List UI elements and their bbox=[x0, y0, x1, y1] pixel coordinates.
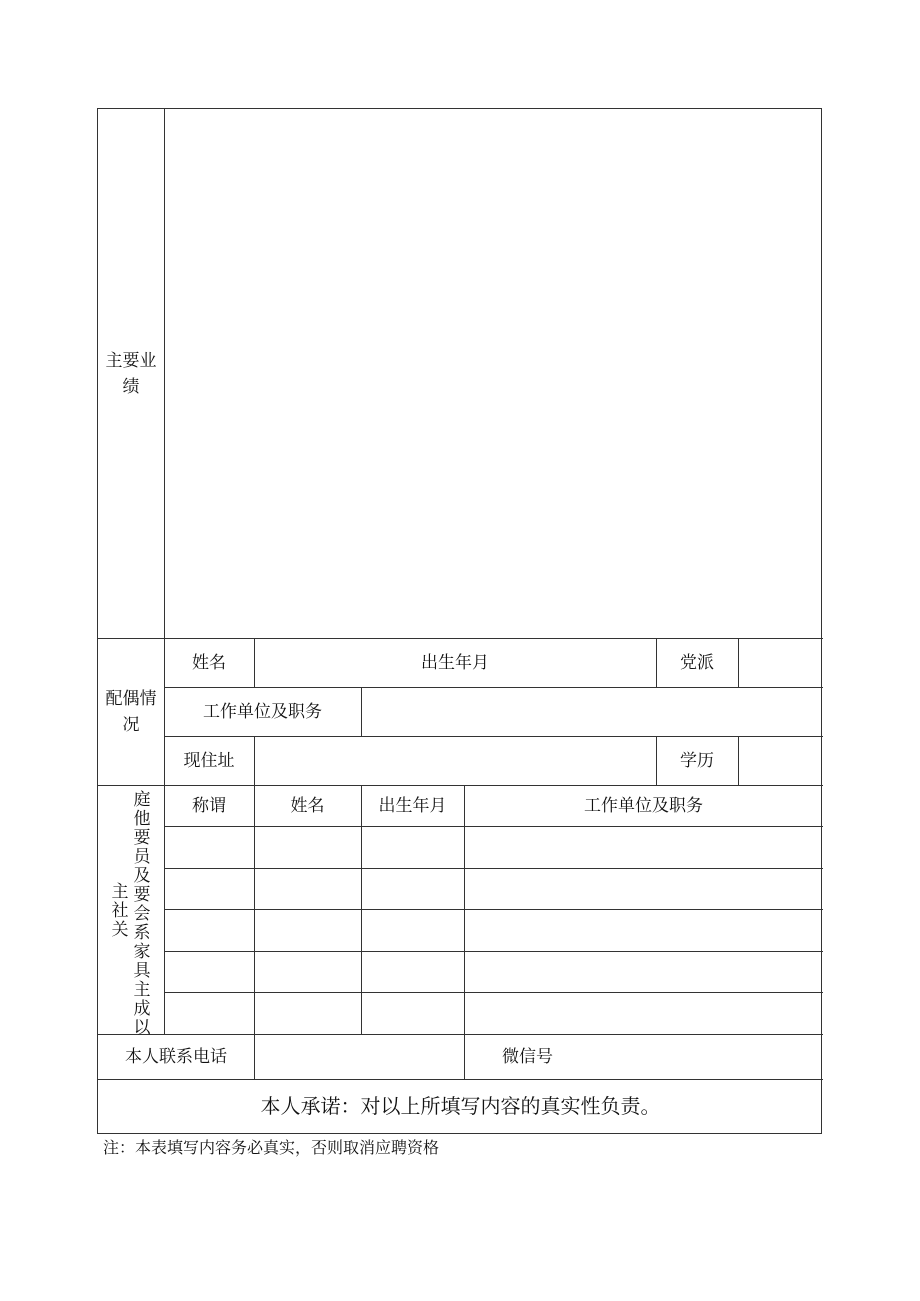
family-label-char: 社 bbox=[111, 901, 129, 921]
spouse-education-label: 学历 bbox=[680, 750, 714, 771]
family-cell[interactable] bbox=[164, 951, 254, 992]
family-cell[interactable] bbox=[361, 868, 464, 909]
spouse-address-field[interactable] bbox=[254, 736, 656, 785]
application-form bbox=[97, 108, 822, 1134]
family-cell[interactable] bbox=[254, 909, 361, 951]
family-cell[interactable] bbox=[254, 992, 361, 1034]
family-label-char: 具 bbox=[133, 961, 151, 981]
footnote: 注：本表填写内容务必真实，否则取消应聘资格 bbox=[103, 1138, 440, 1157]
family-cell[interactable] bbox=[361, 951, 464, 992]
family-cell[interactable] bbox=[464, 868, 823, 909]
achievements-input-area[interactable] bbox=[164, 109, 823, 638]
pledge-text: 本人承诺：对以上所填写内容的真实性负责。 bbox=[260, 1094, 661, 1118]
family-cell[interactable] bbox=[164, 826, 254, 868]
family-header-birth: 出生年月 bbox=[378, 795, 447, 816]
family-cell[interactable] bbox=[164, 992, 254, 1034]
family-label-char: 关 bbox=[111, 920, 129, 940]
spouse-birth-label: 出生年月 bbox=[421, 652, 489, 673]
family-cell[interactable] bbox=[464, 992, 823, 1034]
family-label-char: 系 bbox=[133, 923, 151, 943]
family-label-char: 及 bbox=[133, 866, 151, 886]
family-cell[interactable] bbox=[164, 868, 254, 909]
family-label-char: 员 bbox=[133, 847, 151, 867]
spouse-address-label: 现住址 bbox=[183, 750, 235, 771]
family-label-char: 要 bbox=[133, 885, 151, 905]
family-header-relation: 称谓 bbox=[192, 795, 226, 816]
spouse-name-label: 姓名 bbox=[192, 652, 226, 673]
family-label-char: 成 bbox=[133, 999, 151, 1019]
family-label-col2 bbox=[132, 791, 152, 1038]
family-cell[interactable] bbox=[254, 951, 361, 992]
family-label-char: 会 bbox=[133, 904, 151, 924]
family-cell[interactable] bbox=[464, 826, 823, 868]
family-label-char: 要 bbox=[133, 828, 151, 848]
family-cell[interactable] bbox=[361, 909, 464, 951]
wechat-label: 微信号 bbox=[502, 1046, 553, 1067]
phone-field[interactable] bbox=[254, 1034, 464, 1079]
family-cell[interactable] bbox=[464, 951, 823, 992]
spouse-work-field[interactable] bbox=[361, 687, 823, 736]
phone-label: 本人联系电话 bbox=[125, 1046, 227, 1067]
family-label-char: 他 bbox=[133, 809, 151, 829]
spouse-party-label: 党派 bbox=[680, 652, 714, 673]
family-label-col1 bbox=[110, 883, 130, 940]
family-label-char: 以 bbox=[133, 1018, 151, 1038]
family-label-char: 家 bbox=[133, 942, 151, 962]
family-cell[interactable] bbox=[464, 909, 823, 951]
family-label-char: 主 bbox=[111, 882, 129, 902]
family-cell[interactable] bbox=[361, 826, 464, 868]
family-cell[interactable] bbox=[361, 992, 464, 1034]
family-label-char: 庭 bbox=[133, 790, 151, 810]
family-cell[interactable] bbox=[254, 868, 361, 909]
achievements-label-cell bbox=[98, 109, 164, 638]
family-header-work: 工作单位及职务 bbox=[584, 795, 703, 816]
family-label-char: 主 bbox=[133, 980, 151, 1000]
family-cell[interactable] bbox=[164, 909, 254, 951]
family-cell[interactable] bbox=[254, 826, 361, 868]
achievements-label: 主要业绩 bbox=[105, 350, 157, 397]
family-header-name: 姓名 bbox=[290, 795, 325, 816]
spouse-work-label: 工作单位及职务 bbox=[203, 701, 322, 722]
spouse-education-field[interactable] bbox=[738, 736, 823, 785]
spouse-party-field[interactable] bbox=[738, 638, 823, 687]
spouse-label: 配偶情况 bbox=[105, 688, 157, 735]
spouse-label-cell bbox=[98, 638, 164, 785]
